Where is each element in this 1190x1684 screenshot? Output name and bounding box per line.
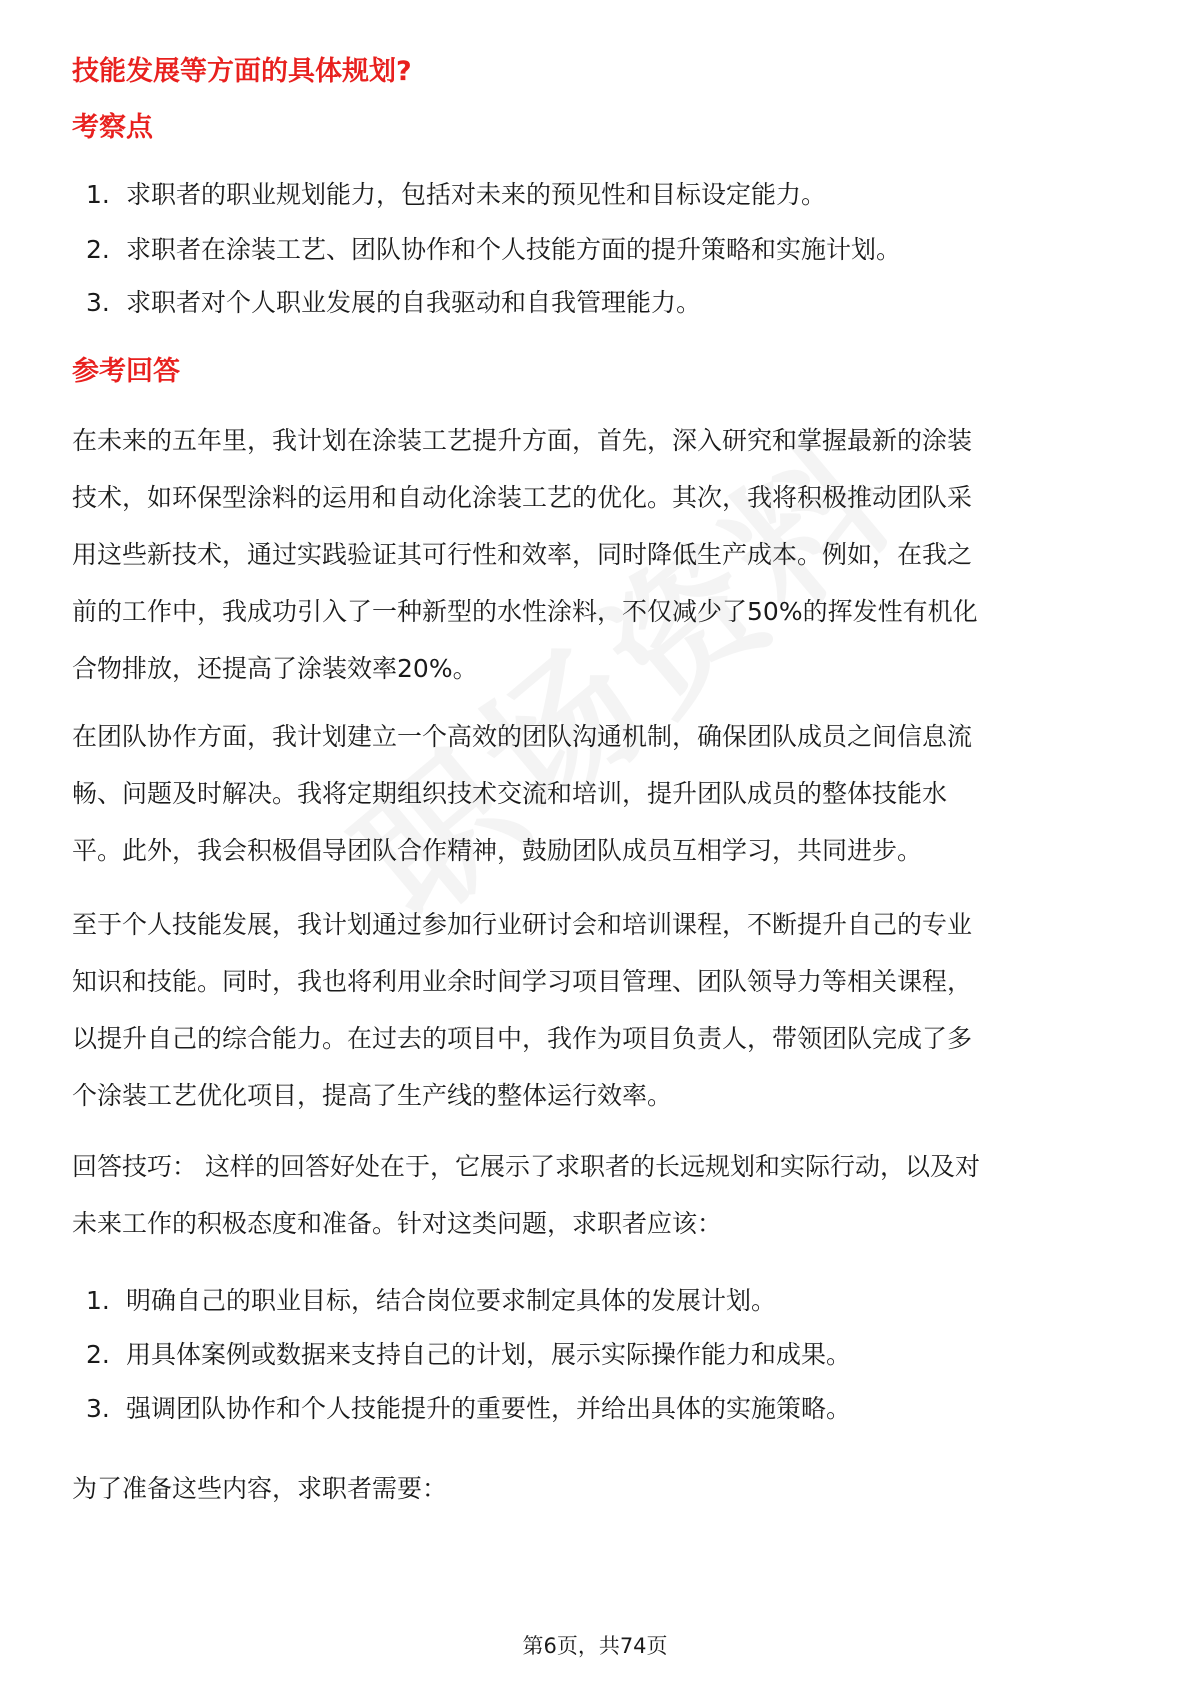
list-text: 求职者对个人职业发展的自我驱动和自我管理能力。 bbox=[126, 288, 702, 317]
list-text: 强调团队协作和个人技能提升的重要性，并给出具体的实施策略。 bbox=[126, 1394, 852, 1423]
text-line: 未来工作的积极态度和准备。针对这类问题，求职者应该： bbox=[72, 1209, 723, 1238]
text-line: 平。此外，我会积极倡导团队合作精神，鼓励团队成员互相学习，共同进步。 bbox=[72, 836, 923, 865]
list-item bbox=[86, 290, 701, 315]
list-number: 3. bbox=[86, 1394, 110, 1423]
answer-tips-paragraph bbox=[72, 1138, 1118, 1252]
list-item bbox=[86, 1342, 851, 1367]
list-number: 1. bbox=[86, 1286, 110, 1315]
list-item bbox=[86, 237, 901, 262]
text-line: 以提升自己的综合能力。在过去的项目中，我作为项目负责人，带领团队完成了多 bbox=[72, 1024, 973, 1053]
list-text: 求职者在涂装工艺、团队协作和个人技能方面的提升策略和实施计划。 bbox=[126, 235, 902, 264]
section-heading-focus: 考察点 bbox=[72, 112, 153, 143]
answer-paragraph-2 bbox=[72, 708, 1118, 879]
text-line: 在未来的五年里，我计划在涂装工艺提升方面，首先，深入研究和掌握最新的涂装 bbox=[72, 426, 973, 455]
list-item bbox=[86, 1396, 851, 1421]
text-line: 技术，如环保型涂料的运用和自动化涂装工艺的优化。其次，我将积极推动团队采 bbox=[72, 483, 973, 512]
list-text: 明确自己的职业目标，结合岗位要求制定具体的发展计划。 bbox=[126, 1286, 777, 1315]
list-number: 1. bbox=[86, 180, 110, 209]
text-line: 在团队协作方面，我计划建立一个高效的团队沟通机制，确保团队成员之间信息流 bbox=[72, 722, 973, 751]
list-number: 2. bbox=[86, 1340, 110, 1369]
list-number: 3. bbox=[86, 288, 110, 317]
list-item bbox=[86, 182, 826, 207]
page-number-footer: 第6页，共74页 bbox=[522, 1634, 668, 1658]
text-line: 用这些新技术，通过实践验证其可行性和效率，同时降低生产成本。例如，在我之 bbox=[72, 540, 973, 569]
list-item bbox=[86, 1288, 776, 1313]
list-text: 求职者的职业规划能力，包括对未来的预见性和目标设定能力。 bbox=[126, 180, 827, 209]
list-number: 2. bbox=[86, 235, 110, 264]
section-heading-answer: 参考回答 bbox=[72, 356, 180, 387]
closing-paragraph bbox=[72, 1460, 1118, 1517]
text-line: 为了准备这些内容，求职者需要： bbox=[72, 1474, 448, 1503]
text-line: 知识和技能。同时，我也将利用业余时间学习项目管理、团队领导力等相关课程， bbox=[72, 967, 973, 996]
list-text: 用具体案例或数据来支持自己的计划，展示实际操作能力和成果。 bbox=[126, 1340, 852, 1369]
question-heading-tail: 技能发展等方面的具体规划? bbox=[72, 56, 412, 87]
text-line: 回答技巧： 这样的回答好处在于，它展示了求职者的长远规划和实际行动，以及对 bbox=[72, 1152, 980, 1181]
text-line: 个涂装工艺优化项目，提高了生产线的整体运行效率。 bbox=[72, 1081, 673, 1110]
text-line: 畅、问题及时解决。我将定期组织技术交流和培训，提升团队成员的整体技能水 bbox=[72, 779, 948, 808]
text-line: 前的工作中，我成功引入了一种新型的水性涂料，不仅减少了50%的挥发性有机化 bbox=[72, 597, 978, 626]
answer-paragraph-3 bbox=[72, 896, 1118, 1124]
text-line: 至于个人技能发展，我计划通过参加行业研讨会和培训课程，不断提升自己的专业 bbox=[72, 910, 973, 939]
text-line: 合物排放，还提高了涂装效率20%。 bbox=[72, 654, 478, 683]
answer-paragraph-1 bbox=[72, 412, 1118, 697]
